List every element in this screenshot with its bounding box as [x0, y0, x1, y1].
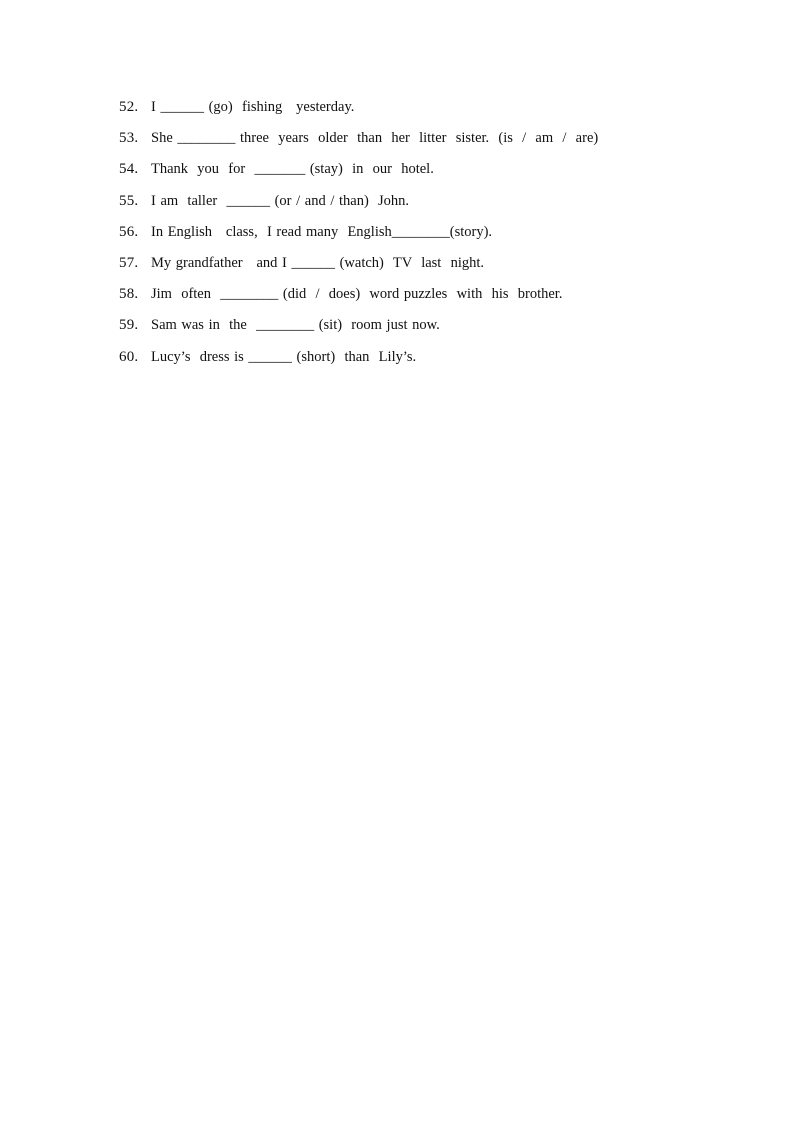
- question-number: 59.: [119, 317, 139, 334]
- question-number: 55.: [119, 192, 139, 209]
- question-item: [119, 252, 739, 283]
- question-text: In English class, I read many English________(story).: [151, 223, 493, 240]
- question-number: 53.: [119, 130, 139, 147]
- question-number: 52.: [119, 99, 139, 115]
- question-text: Jim often ________ (did / does) word puzzles with his brother.: [151, 286, 563, 303]
- question-text: My grandfather and I ______ (watch) TV last night.: [151, 254, 485, 271]
- question-number: 56.: [119, 223, 139, 240]
- question-item: [119, 96, 739, 127]
- question-item: [119, 283, 739, 314]
- question-number: 58.: [119, 286, 139, 303]
- question-item: [119, 127, 739, 158]
- question-text: She ________ three years older than her litter sister. (is / am / are): [151, 130, 599, 147]
- question-item: [119, 314, 739, 345]
- question-item: [119, 221, 739, 252]
- question-number: 60.: [119, 348, 139, 365]
- question-list: [119, 96, 739, 377]
- question-text: Thank you for _______ (stay) in our hotel.: [151, 161, 434, 178]
- question-text: Lucy’s dress is ______ (short) than Lily’s.: [151, 348, 417, 365]
- question-text: Sam was in the ________ (sit) room just now.: [151, 317, 440, 334]
- question-text: I ______ (go) fishing yesterday.: [151, 99, 355, 115]
- question-item: [119, 190, 739, 221]
- question-number: 57.: [119, 254, 139, 271]
- question-item: [119, 158, 739, 189]
- question-item: [119, 346, 739, 377]
- question-number: 54.: [119, 161, 139, 178]
- question-text: I am taller ______ (or / and / than) John.: [151, 192, 410, 209]
